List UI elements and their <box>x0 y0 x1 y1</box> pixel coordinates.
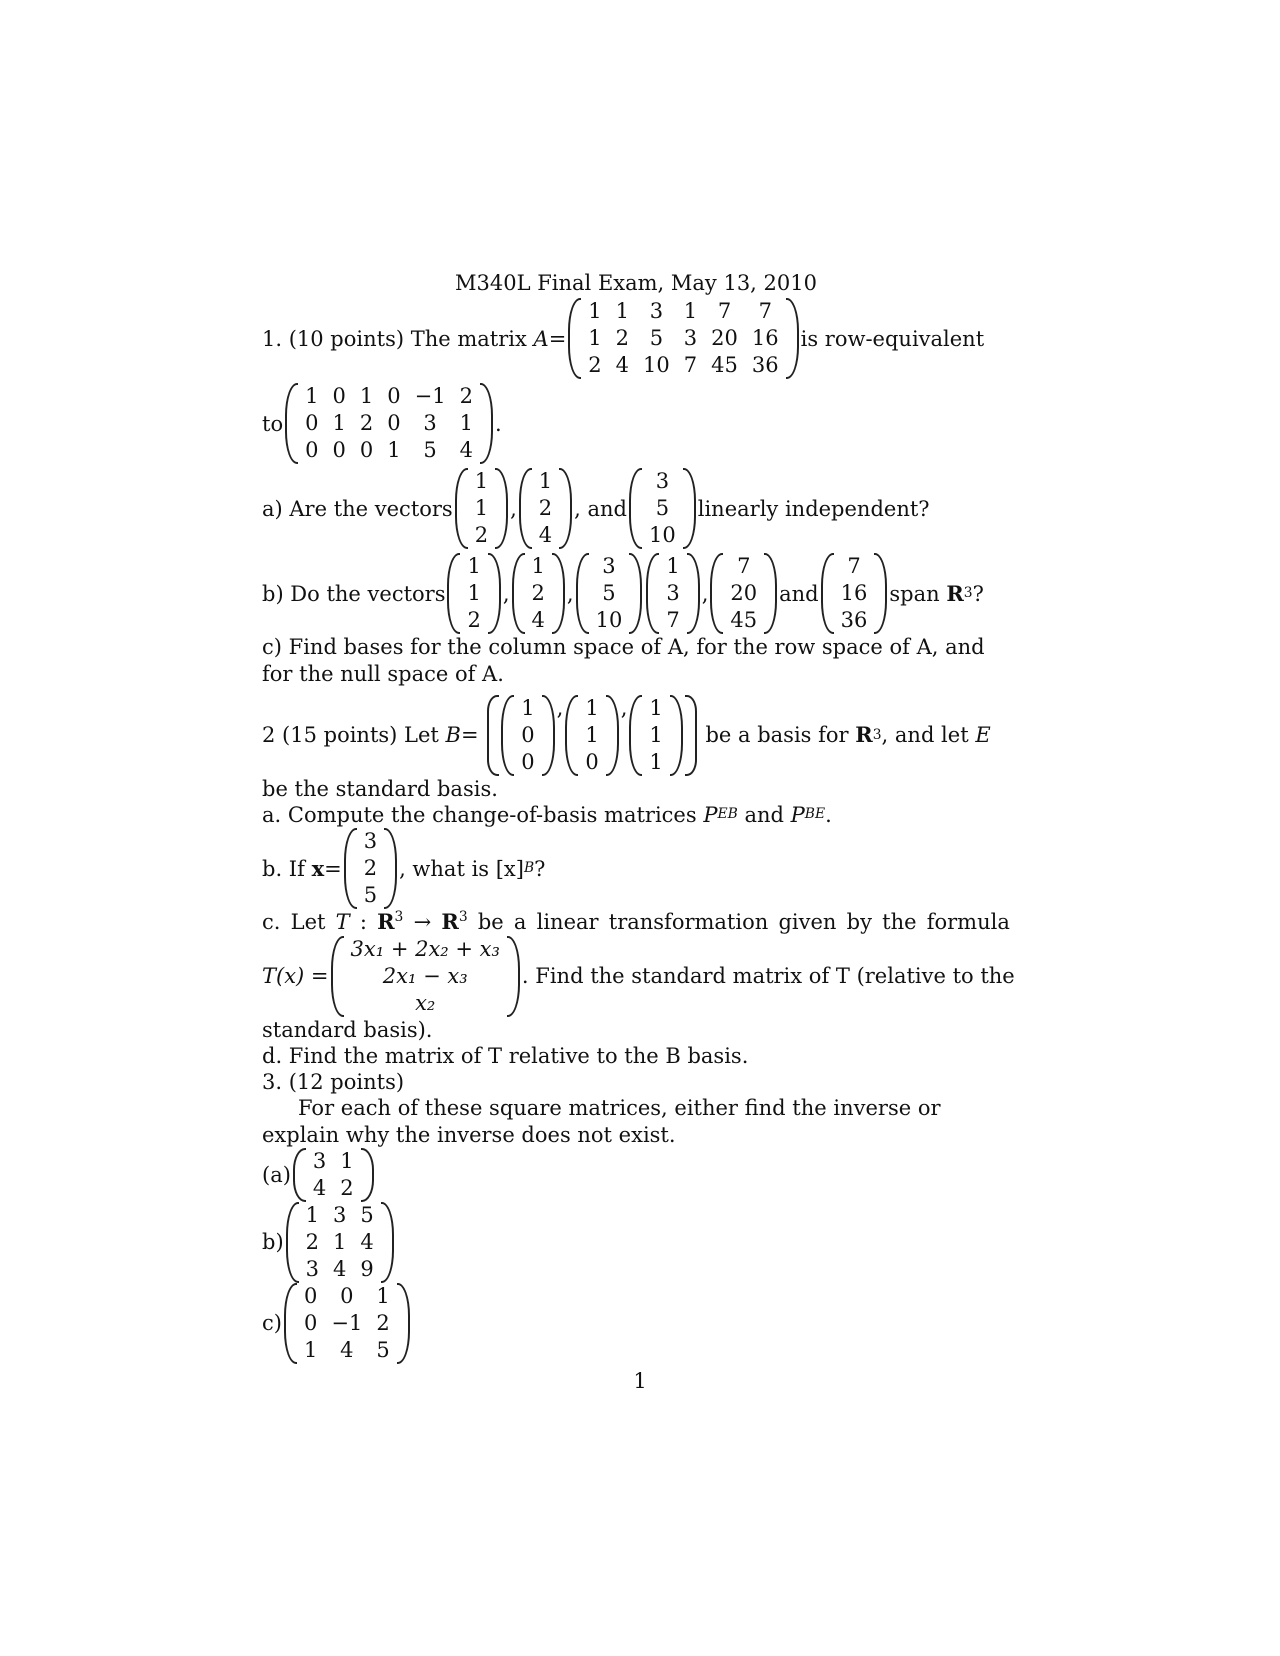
matrix-cell: 3 <box>649 299 664 324</box>
matrix-R <box>285 383 493 464</box>
q3c-label: c) <box>262 1311 282 1336</box>
q2c-line-3: standard basis). <box>262 1017 433 1042</box>
q2c-T-row-1: 3x₁ + 2x₂ + x₃ <box>350 936 500 961</box>
q2c-tail: . Find the standard matrix of T (relative to the <box>521 963 1015 988</box>
basis-vector-3 <box>629 695 682 776</box>
matrix-cell: 1 <box>474 469 489 494</box>
matrix-cell: 2 <box>359 411 374 436</box>
q1b-R: R <box>946 580 964 606</box>
q1-eq: = <box>548 326 567 351</box>
q1b-question: ? <box>972 581 984 606</box>
q1b-vector-6 <box>821 553 888 634</box>
q2c-word: : <box>359 910 367 935</box>
q1-after: is row-equivalent <box>800 326 985 351</box>
matrix-cell: 0 <box>521 749 535 774</box>
q2c-T-row-3: x₂ <box>415 990 436 1015</box>
matrix-cell: 1 <box>538 469 553 494</box>
matrix-cell: 10 <box>649 523 676 548</box>
matrix-cell: 3 <box>655 469 670 494</box>
basis-E-symbol: E <box>975 723 991 748</box>
q1a-line: a) Are the vectors 1 1 2 , 1 2 4 , and 3 5 10 linearly independent? <box>262 469 930 548</box>
matrix-cell: 1 <box>666 554 680 579</box>
q2-line-2: be the standard basis. <box>262 776 498 801</box>
matrix-cell: 0 <box>521 722 535 747</box>
matrix-cell: 1 <box>649 695 663 720</box>
q1-to: to <box>262 411 284 436</box>
matrix-cell: 20 <box>711 326 738 351</box>
q2-lead: 2 (15 points) Let <box>262 723 439 748</box>
matrix-cell: 2 <box>588 353 602 378</box>
q1a-tail: linearly independent? <box>697 496 930 521</box>
exam-title: M340L Final Exam, May 13, 2010 <box>455 271 817 295</box>
q2b-lead: b. If <box>262 856 305 881</box>
q1b-vector-4 <box>646 553 699 634</box>
q3-text: For each of these square matrices, either find the inverse or explain why the inverse does not exist. <box>262 1096 941 1147</box>
q2c-word: linear <box>536 910 599 935</box>
matrix-cell: 1 <box>467 554 481 579</box>
exam-content <box>262 270 1015 1364</box>
q1-lead: 1. (10 points) The matrix <box>262 326 527 351</box>
q2c-line-2 <box>262 936 1015 1017</box>
q2a-line <box>262 802 1010 828</box>
matrix-cell: 1 <box>588 326 602 351</box>
matrix-cell: 0 <box>303 1283 318 1308</box>
q2a-P2: P <box>790 803 805 827</box>
q2c-word: a <box>513 910 527 935</box>
matrix-cell: 3 <box>683 326 698 351</box>
q2c-word: T <box>335 910 350 935</box>
matrix-cell: 45 <box>711 353 738 378</box>
matrix-cell: 2 <box>363 856 378 881</box>
matrix-cell: 5 <box>423 438 437 463</box>
matrix-cell: 5 <box>376 1337 390 1362</box>
q1b-line: b) Do the vectors 1 1 2 , 1 2 4 , 3 5 10 1 3 7 , 7 20 45 and 7 16 36 span R 3 ? <box>262 554 984 633</box>
q2c-word: transformation <box>608 910 769 935</box>
matrix-cell: 20 <box>730 581 758 606</box>
matrix-cell: 4 <box>615 353 630 378</box>
q1a-and: and <box>587 496 628 521</box>
matrix-cell: 9 <box>360 1256 374 1281</box>
q2a-sub-BE: BE <box>804 806 826 823</box>
matrix-cell: 0 <box>340 1283 354 1308</box>
q2c-word: by <box>846 910 872 935</box>
matrix-cell: 3 <box>423 411 437 436</box>
matrix-cell: 4 <box>459 438 473 463</box>
matrix-cell: 1 <box>332 411 346 436</box>
q2b-line <box>262 828 1010 909</box>
q3a-label: (a) <box>262 1162 291 1187</box>
q2b-eq: = <box>324 856 342 881</box>
matrix-cell: 1 <box>376 1283 390 1308</box>
matrix-cell: 7 <box>758 299 772 324</box>
matrix-cell: 1 <box>585 695 599 720</box>
basis-vector-1 <box>501 695 554 776</box>
matrix-cell: −1 <box>331 1310 363 1335</box>
q1b-vector-5 <box>710 553 777 634</box>
q2c-word: the <box>882 910 917 935</box>
matrix-cell: 0 <box>387 384 401 409</box>
q1-line <box>262 298 1010 379</box>
q3b-label: b) <box>262 1230 284 1255</box>
matrix-cell: 1 <box>305 384 319 409</box>
q2a-P1: P <box>703 803 718 827</box>
q1a-vector-3 <box>629 468 696 549</box>
page-number: 1 <box>633 1369 647 1393</box>
matrix-cell: 4 <box>538 523 553 548</box>
matrix-cell: 2 <box>340 1175 354 1200</box>
q1b-lead: b) Do the vectors <box>262 581 446 606</box>
q1a-vector-1 <box>455 468 508 549</box>
q3b-line <box>262 1202 1010 1283</box>
matrix-cell: 2 <box>376 1310 390 1335</box>
q2a-sub-EB: EB <box>717 806 738 823</box>
q2-tail-1: be a basis for <box>705 723 849 748</box>
q2c-word: Let <box>290 910 326 935</box>
matrix-cell: 5 <box>360 1202 374 1227</box>
q2-eq: = <box>460 723 479 748</box>
q2-R: R <box>855 722 873 748</box>
matrix-cell: 3 <box>666 581 680 606</box>
matrix-cell: 1 <box>683 299 698 324</box>
matrix-cell: 7 <box>683 353 698 378</box>
q2b-vector <box>344 828 397 909</box>
matrix-cell: 7 <box>717 299 732 324</box>
q2c-word: formula <box>926 910 1010 935</box>
matrix-cell: 45 <box>730 608 758 633</box>
matrix-cell: 36 <box>751 353 779 378</box>
matrix-cell: 1 <box>387 438 401 463</box>
matrix-cell: 4 <box>333 1256 347 1281</box>
matrix-cell: 4 <box>312 1175 327 1200</box>
matrix-cell: 5 <box>602 581 616 606</box>
q2-line: 2 (15 points) Let B = 1 0 0 , 1 1 0 , 1 1 1 be a basis for R 3 , and let E <box>262 695 991 774</box>
matrix-cell: 7 <box>847 554 861 579</box>
q2a-text: a. Compute the change-of-basis matrices <box>262 803 697 827</box>
matrix-cell: 1 <box>340 1148 354 1173</box>
matrix-cell: 1 <box>467 581 481 606</box>
matrix-cell: 1 <box>305 1202 320 1227</box>
q1b-vector-2 <box>512 553 565 634</box>
q2d-text: d. Find the matrix of T relative to the B basis. <box>262 1043 749 1068</box>
matrix-cell: 2 <box>305 1229 320 1254</box>
matrix-cell: 3 <box>602 554 616 579</box>
basis-B-symbol: B <box>445 723 461 748</box>
q3c-matrix <box>284 1283 410 1364</box>
q2b-tail: , what is [x] <box>399 856 524 881</box>
matrix-cell: 0 <box>303 1310 318 1335</box>
q3a-line <box>262 1148 1010 1202</box>
matrix-cell: 1 <box>359 384 374 409</box>
q2b-sub: B <box>523 860 535 877</box>
q2b-x: x <box>311 855 325 881</box>
matrix-cell: 1 <box>531 554 545 579</box>
q3-lead: 3. (12 points) <box>262 1070 405 1094</box>
matrix-cell: 10 <box>643 353 670 378</box>
matrix-cell: 3 <box>333 1202 347 1227</box>
matrix-cell: 1 <box>474 496 489 521</box>
q1-line-2: to 1 0 1 0 −1 2 0 1 2 0 3 1 0 0 0 1 5 4 . <box>262 384 502 463</box>
matrix-cell: 1 <box>585 722 599 747</box>
matrix-cell: 7 <box>666 608 680 633</box>
matrix-cell: 0 <box>359 438 374 463</box>
q2c-T-vector <box>331 936 520 1017</box>
matrix-cell: 0 <box>305 411 319 436</box>
matrix-cell: 1 <box>459 411 473 436</box>
q2a-and: and <box>744 803 784 827</box>
q3a-matrix <box>293 1148 374 1202</box>
basis-B-set: 1 0 0 , 1 1 0 , 1 1 1 <box>487 695 697 776</box>
q3b-matrix <box>286 1202 394 1283</box>
matrix-cell: 2 <box>459 384 473 409</box>
q1b-tail: span <box>889 581 940 606</box>
q2c-word: R <box>441 909 459 935</box>
basis-vector-2 <box>565 695 618 776</box>
q2c-line-1: c. Let T : $R^3$ → $R^3$ be a linear transformation given by the formula <box>262 909 1010 935</box>
q3c-line <box>262 1283 1010 1364</box>
matrix-cell: 16 <box>840 581 868 606</box>
matrix-cell: 4 <box>360 1229 374 1254</box>
matrix-cell: 0 <box>305 438 319 463</box>
matrix-cell: −1 <box>414 384 446 409</box>
matrix-cell: 1 <box>333 1229 347 1254</box>
q2c-word: → <box>413 910 432 935</box>
matrix-cell: 1 <box>303 1337 318 1362</box>
matrix-cell: 2 <box>538 496 553 521</box>
matrix-A-label: A <box>533 326 549 351</box>
q2b-question: ? <box>534 856 546 881</box>
q1b-vector-1 <box>447 553 500 634</box>
matrix-cell: 0 <box>585 749 599 774</box>
matrix-cell: 4 <box>531 608 545 633</box>
matrix-cell: 16 <box>751 326 779 351</box>
matrix-cell: 1 <box>615 299 630 324</box>
matrix-cell: 2 <box>474 523 489 548</box>
matrix-cell: 10 <box>595 608 623 633</box>
matrix-cell: 5 <box>649 326 664 351</box>
matrix-A <box>568 298 798 379</box>
q2c-word: given <box>778 910 837 935</box>
q1b-and: and <box>779 581 819 606</box>
q2c-T-row-2: 2x₁ − x₃ <box>382 963 468 988</box>
matrix-cell: 0 <box>332 384 346 409</box>
matrix-cell: 36 <box>840 608 868 633</box>
matrix-cell: 0 <box>387 411 401 436</box>
q2a-end: . <box>825 803 832 827</box>
matrix-cell: 1 <box>649 722 663 747</box>
matrix-cell: 1 <box>588 299 602 324</box>
matrix-cell: 0 <box>332 438 346 463</box>
q2c-word: c. <box>262 910 281 935</box>
q2c-word: R <box>377 909 395 935</box>
matrix-cell: 3 <box>312 1148 327 1173</box>
matrix-cell: 2 <box>531 581 545 606</box>
q1a-vector-2 <box>519 468 572 549</box>
q2c-word: be <box>477 910 504 935</box>
matrix-cell: 7 <box>737 554 751 579</box>
q2-tail-2: , and let <box>881 723 969 748</box>
matrix-cell: 3 <box>305 1256 320 1281</box>
matrix-cell: 4 <box>340 1337 354 1362</box>
matrix-cell: 1 <box>521 695 535 720</box>
q1c-text: c) Find bases for the column space of A, for the row space of A, and for the null space of A. <box>262 635 985 686</box>
matrix-cell: 5 <box>655 496 670 521</box>
q2c-T-label: T(x) = <box>262 963 329 988</box>
q1b-vector-3 <box>576 553 643 634</box>
matrix-cell: 3 <box>363 829 378 854</box>
matrix-cell: 5 <box>363 883 378 908</box>
q1a-lead: a) Are the vectors <box>262 496 453 521</box>
matrix-cell: 2 <box>615 326 630 351</box>
matrix-cell: 2 <box>467 608 481 633</box>
matrix-cell: 1 <box>649 749 663 774</box>
